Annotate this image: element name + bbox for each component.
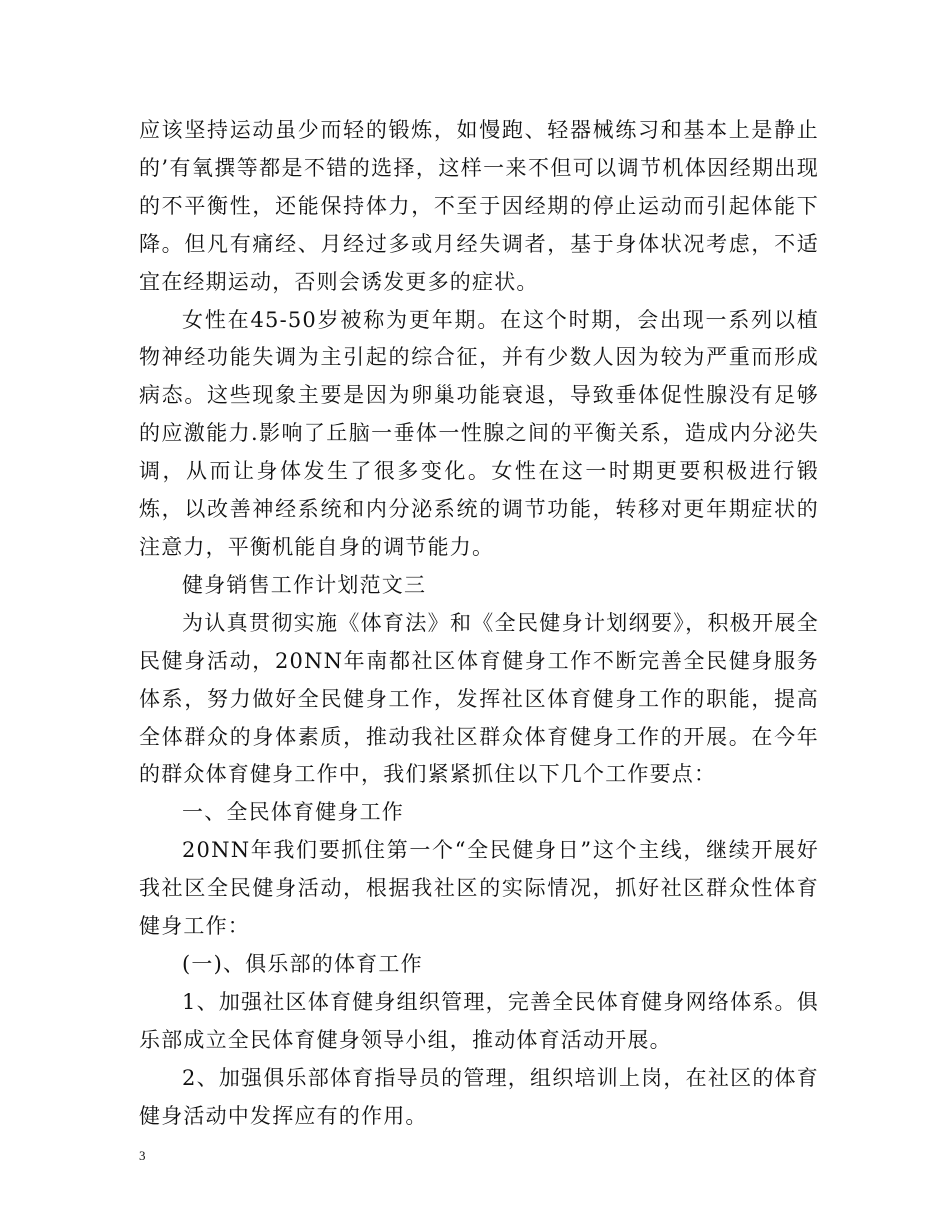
document-body [139, 112, 819, 1135]
list-item-instructor-management: 2、加强俱乐部体育指导员的管理，组织培训上岗，在社区的体育健身活动中发挥应有的作用。 [139, 1065, 819, 1128]
subheading-club-sports-work: (一)、俱乐部的体育工作 [182, 951, 423, 976]
section-heading-national-fitness: 一、全民体育健身工作 [182, 800, 404, 825]
paragraph-fitness-day: 20NN年我们要抓住第一个“全民健身日”这个主线，继续开展好我社区全民健身活动，根据我社区的实际情况，抓好社区群众性体育健身工作： [139, 838, 819, 939]
paragraph-menopause: 女性在45-50岁被称为更年期。在这个时期，会出现一系列以植物神经功能失调为主引起的综合征，并有少数人因为较为严重而形成病态。这些现象主要是因为卵巢功能衰退，导致垂体促性腺没有足够的应激能力.影响了丘脑一垂体一性腺之间的平衡关系，造成内分泌失调，从而让身体发生了很多变化。女性在这一时期更要积极进行锻炼，以改善神经系统和内分泌系统的调节功能，转移对更年期症状的注意力，平衡机能自身的调节能力。 [139, 307, 819, 559]
page-number: 3 [139, 1148, 146, 1163]
paragraph-exercise-during-period: 应该坚持运动虽少而轻的锻炼，如慢跑、轻器械练习和基本上是静止的’有氧撰等都是不错的选择，这样一来不但可以调节机体因经期出现的不平衡性，还能保持体力，不至于因经期的停止运动而引起体能下降。但凡有痛经、月经过多或月经失调者，基于身体状况考虑，不适宜在经期运动，否则会诱发更多的症状。 [139, 118, 819, 294]
section-heading-plan-three: 健身销售工作计划范文三 [182, 572, 427, 597]
paragraph-plan-introduction: 为认真贯彻实施《体育法》和《全民健身计划纲要》，积极开展全民健身活动，20NN年南都社区体育健身工作不断完善全民健身服务体系，努力做好全民健身工作，发挥社区体育健身工作的职能，提高全体群众的身体素质，推动我社区群众体育健身工作的开展。在今年的群众体育健身工作中，我们紧紧抓住以下几个工作要点： [139, 610, 819, 787]
list-item-organization-management: 1、加强社区体育健身组织管理，完善全民体育健身网络体系。俱乐部成立全民体育健身领导小组，推动体育活动开展。 [139, 989, 819, 1052]
